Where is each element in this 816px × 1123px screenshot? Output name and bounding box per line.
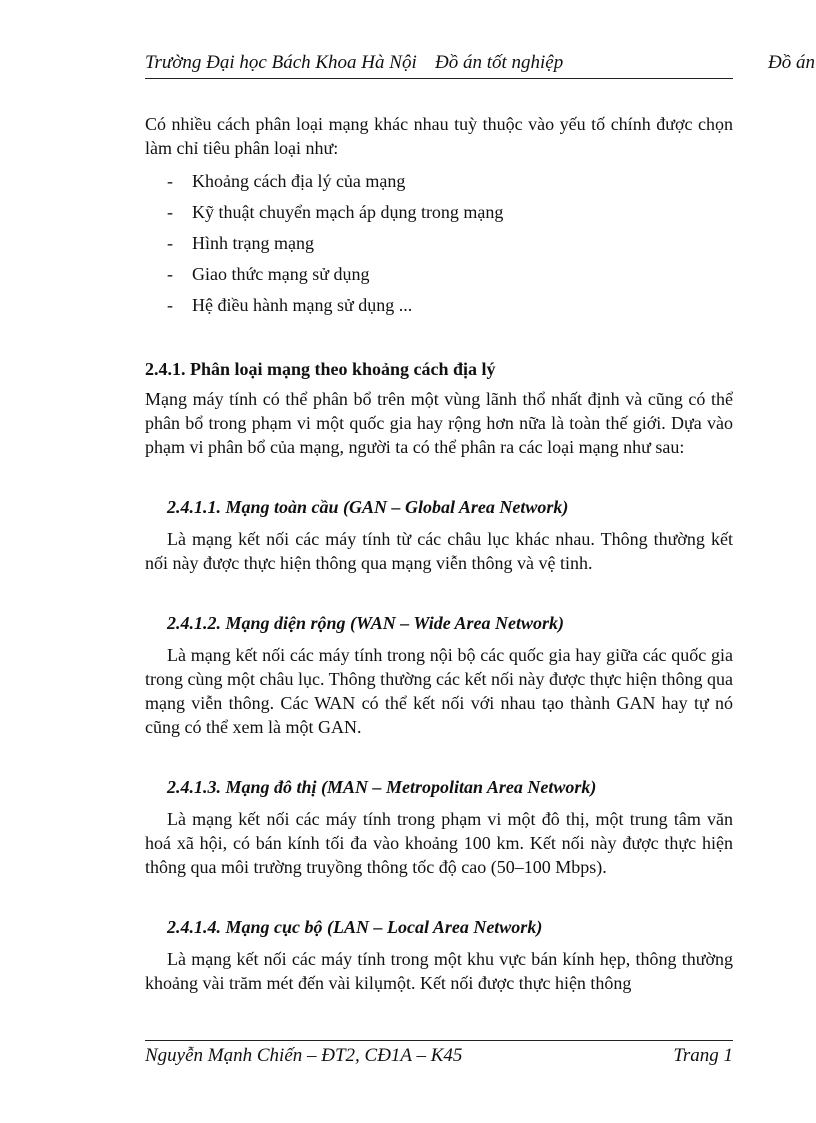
subsection-paragraph-man: Là mạng kết nối các máy tính trong phạm vi một đô thị, một trung tâm văn hoá xã hội, có bán kính tối đa vào khoảng 100 km. Kết nối này được thực hiện thông qua môi trường truyồng thông tốc độ cao (50–100 Mbps). [145, 809, 733, 877]
subsection-heading-man: 2.4.1.3. Mạng đô thị (MAN – Metropolitan Area Network) [167, 777, 597, 797]
bullet-dash: - [167, 295, 173, 315]
list-item-text: Hệ điều hành mạng sử dụng ... [192, 295, 413, 315]
list-item [145, 290, 733, 321]
bullet-dash: - [167, 202, 173, 222]
header-school: Trường Đại học Bách Khoa Hà Nội [145, 52, 417, 73]
list-item-text: Kỹ thuật chuyển mạch áp dụng trong mạng [192, 202, 504, 222]
bullet-dash: - [167, 264, 173, 284]
header-divider [145, 78, 733, 79]
footer-divider [145, 1040, 733, 1041]
criteria-list [145, 166, 733, 321]
subsection-heading-wan: 2.4.1.2. Mạng diện rộng (WAN – Wide Area Network) [167, 613, 565, 633]
intro-paragraph: Có nhiều cách phân loại mạng khác nhau tuỳ thuộc vào yếu tố chính được chọn làm chỉ tiêu phân loại như: [145, 114, 733, 158]
section-heading: 2.4.1. Phân loại mạng theo khoảng cách địa lý [145, 359, 496, 379]
page-number: Trang 1 [673, 1045, 733, 1066]
list-item [145, 228, 733, 259]
header-thesis: Đồ án tốt nghiệp [435, 52, 564, 73]
list-item-text: Giao thức mạng sử dụng [192, 264, 370, 284]
subsection-heading-gan: 2.4.1.1. Mạng toàn cầu (GAN – Global Area Network) [167, 497, 569, 517]
subsection-heading-lan: 2.4.1.4. Mạng cục bộ (LAN – Local Area Network) [167, 917, 543, 937]
list-item [145, 166, 733, 197]
bullet-dash: - [167, 171, 173, 191]
bullet-dash: - [167, 233, 173, 253]
list-item [145, 259, 733, 290]
subsection-paragraph-wan: Là mạng kết nối các máy tính trong nội bộ các quốc gia hay giữa các quốc gia trong cùng một châu lục. Thông thường các kết nối này được thực hiện thông qua mạng viễn thông. Các WAN có thể kết nối với nhau tạo thành GAN hay tự nó cũng có thể xem là một GAN. [145, 645, 733, 737]
footer-author: Nguyễn Mạnh Chiến – ĐT2, CĐ1A – K45 [145, 1045, 463, 1066]
page-header [145, 52, 816, 80]
list-item [145, 197, 733, 228]
page-footer [145, 1045, 733, 1071]
subsection-paragraph-lan: Là mạng kết nối các máy tính trong một khu vực bán kính hẹp, thông thường khoảng vài trăm mét đến vài kilụmột. Kết nối được thực hiện thông [145, 949, 733, 993]
section-paragraph: Mạng máy tính có thể phân bổ trên một vùng lãnh thổ nhất định và cũng có thể phân bổ trong phạm vi một quốc gia hay rộng hơn nữa là toàn thế giới. Dựa vào phạm vi phân bổ của mạng, người ta có thể phân ra các loại mạng như sau: [145, 389, 733, 457]
page-body [145, 112, 733, 995]
list-item-text: Hình trạng mạng [192, 233, 314, 253]
subsection-paragraph-gan: Là mạng kết nối các máy tính từ các châu lục khác nhau. Thông thường kết nối này được thực hiện thông qua mạng viễn thông và vệ tinh. [145, 529, 733, 573]
header-right: Đồ án [768, 52, 815, 73]
list-item-text: Khoảng cách địa lý của mạng [192, 171, 406, 191]
